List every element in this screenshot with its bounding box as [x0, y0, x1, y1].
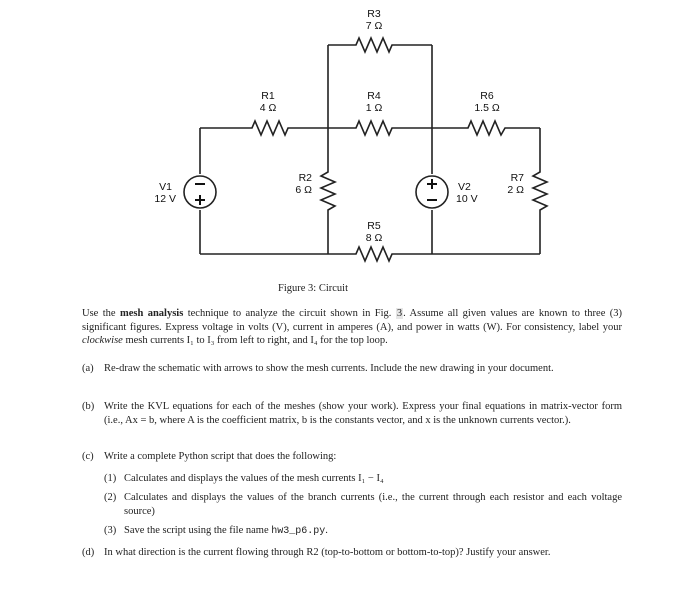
- question-c-marker: (c): [82, 451, 94, 462]
- question-d-text: In what direction is the current flowing through R2 (top-to-bottom or bottom-to-top)? Justify your answer.: [104, 547, 551, 558]
- figure-reference-link[interactable]: 3: [396, 308, 403, 319]
- voltage-source-v2: [416, 176, 448, 208]
- c3-post: .: [325, 525, 328, 536]
- r4-name: R4: [367, 90, 381, 102]
- intro-part-1: Use the: [82, 308, 120, 319]
- question-c2-text: Calculates and displays the values of the branch currents (i.e., the current through each resistor and each voltage source): [124, 492, 622, 517]
- question-c3-marker: (3): [104, 525, 117, 536]
- question-a-marker: (a): [82, 363, 94, 374]
- r3-name: R3: [367, 8, 381, 20]
- intro-bold: mesh analysis: [119, 308, 184, 319]
- question-c3: [104, 524, 622, 540]
- v1-name: V1: [159, 181, 172, 193]
- r3-value: 7 Ω: [365, 20, 383, 32]
- resistor-r3: [352, 38, 396, 52]
- voltage-source-v1: [184, 176, 216, 208]
- figure-caption: Figure 3: Circuit: [278, 283, 348, 294]
- r5-value: 8 Ω: [365, 232, 383, 244]
- question-d-marker: (d): [82, 547, 95, 558]
- question-c1-marker: (1): [104, 473, 117, 484]
- v1-value: 12 V: [154, 193, 176, 205]
- v2-name: V2: [458, 181, 471, 193]
- intro-part-4: mesh currents I₁ to I₃ from left to right, and I₄ for the top loop.: [122, 335, 388, 346]
- resistor-r6: [464, 121, 510, 135]
- r2-name: R2: [298, 172, 312, 184]
- question-c1: [104, 472, 622, 488]
- question-a-text: Re-draw the schematic with arrows to show the mesh currents. Include the new drawing in your document.: [104, 363, 554, 374]
- intro-part-2: technique to analyze the circuit shown in Fig.: [183, 308, 396, 319]
- r7-name: R7: [510, 172, 524, 184]
- question-c-text: Write a complete Python script that does the following:: [104, 451, 337, 462]
- r4-value: 1 Ω: [365, 102, 383, 114]
- question-c1-text: Calculates and displays the values of the mesh currents I₁ − I₄: [124, 473, 384, 484]
- problem-intro: [82, 307, 622, 348]
- circuit-schematic: [0, 0, 700, 300]
- question-b: [82, 400, 622, 444]
- question-c2-marker: (2): [104, 492, 117, 503]
- resistor-r1: [248, 121, 290, 135]
- r5-name: R5: [367, 220, 381, 232]
- question-b-marker: (b): [82, 401, 95, 412]
- v2-value: 10 V: [456, 193, 478, 205]
- intro-part-3: . Assume all given values are known to three (3) significant figures. Express voltage in volts (V), current in amperes (A), and power in watts (W). For consistency, label your: [82, 308, 622, 333]
- resistor-r4: [352, 121, 396, 135]
- c3-filename: hw3_p6.py: [271, 526, 326, 537]
- question-c: [82, 450, 622, 466]
- r1-value: 4 Ω: [259, 102, 277, 114]
- r2-value: 6 Ω: [295, 184, 312, 196]
- r6-name: R6: [480, 90, 494, 102]
- resistor-r5: [352, 247, 396, 261]
- question-b-text: Write the KVL equations for each of the meshes (show your work). Express your final equations in matrix-vector form (i.e., Ax = b, where A is the coefficient matrix, b is the constants vector, and x is the unknown currents vector.).: [104, 401, 622, 426]
- c3-pre: Save the script using the file name: [124, 525, 272, 536]
- question-c2: [104, 491, 622, 521]
- question-c3-text: [124, 524, 622, 539]
- question-a: [82, 362, 622, 392]
- r7-value: 2 Ω: [507, 184, 524, 196]
- intro-italic: clockwise: [82, 335, 123, 346]
- r1-name: R1: [261, 90, 275, 102]
- resistor-r2: [321, 168, 335, 214]
- r6-value: 1.5 Ω: [474, 102, 500, 114]
- question-d: [82, 546, 622, 576]
- resistor-r7: [533, 168, 547, 214]
